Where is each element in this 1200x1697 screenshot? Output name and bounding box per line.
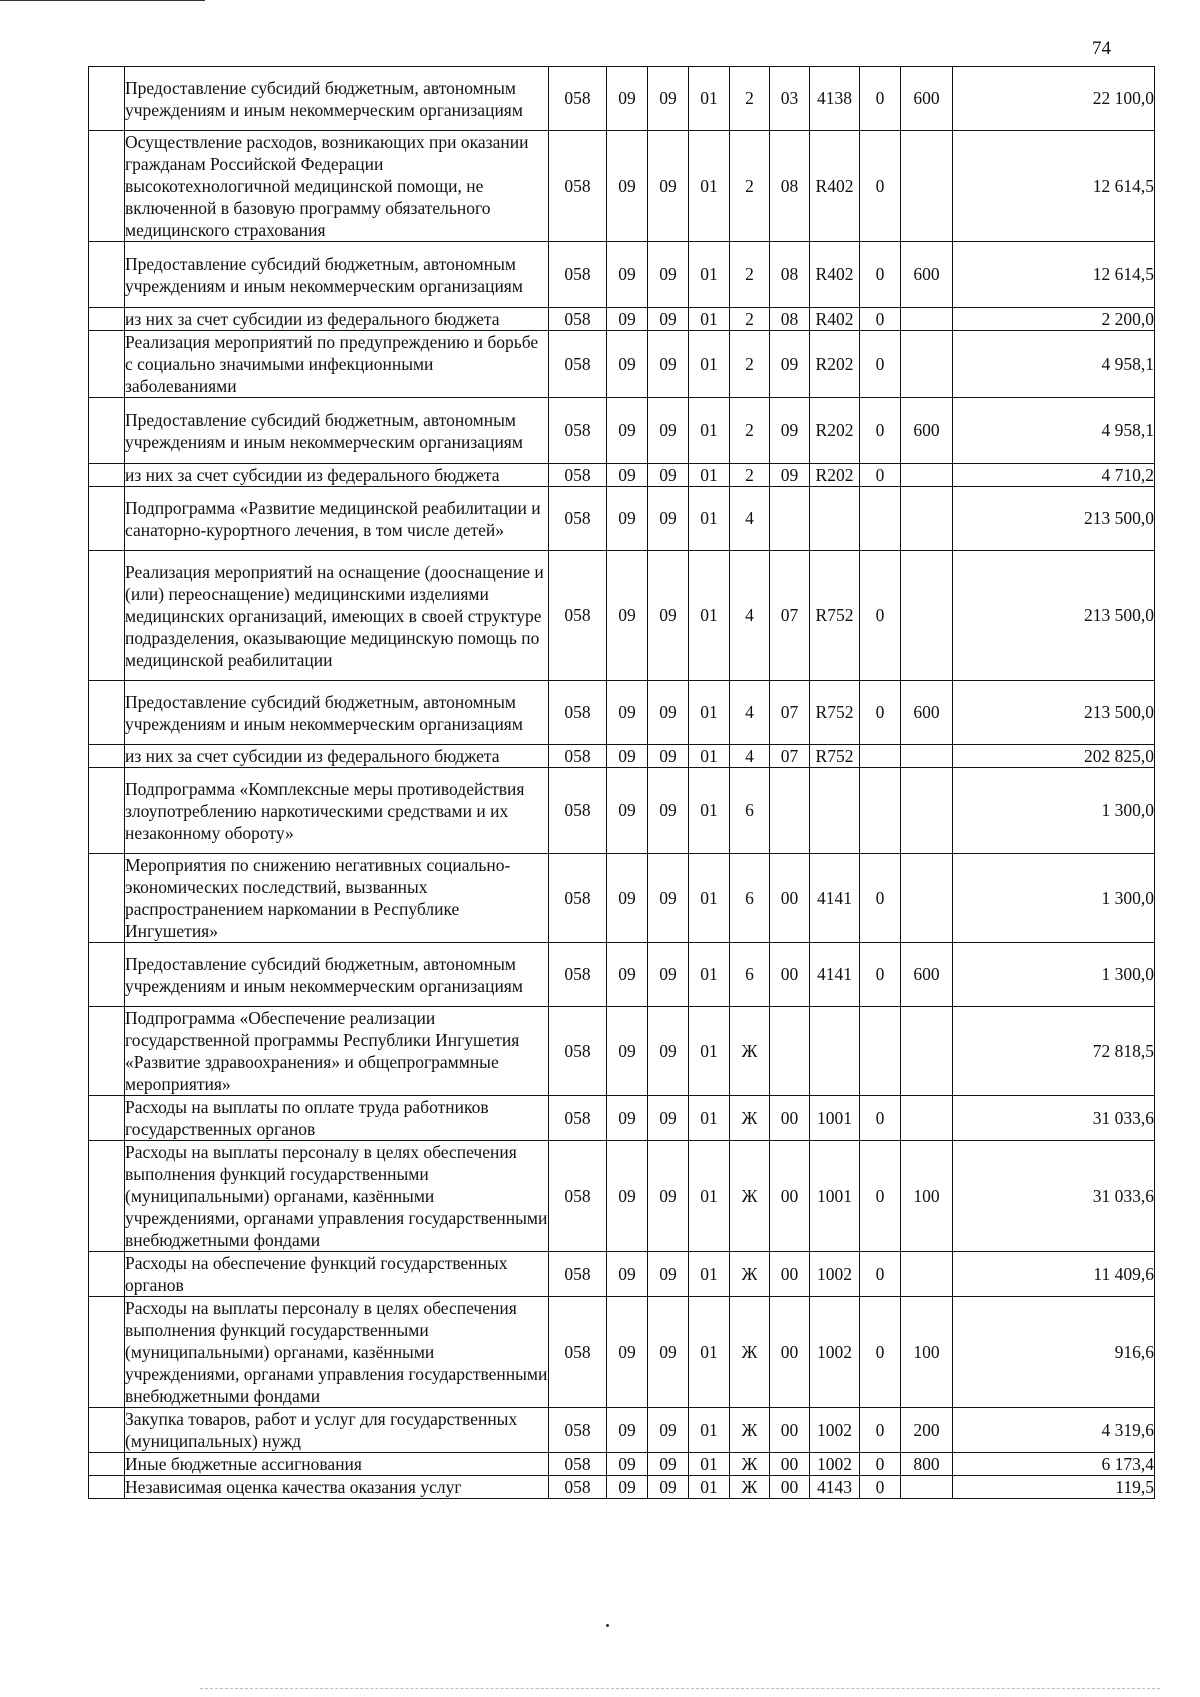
code-cell-c7 xyxy=(810,1007,860,1096)
code-cell-c9: 600 xyxy=(901,67,953,131)
code-cell-c9: 600 xyxy=(901,398,953,464)
code-cell-c1: 058 xyxy=(549,551,607,681)
blank-cell xyxy=(89,131,125,242)
code-cell-c1: 058 xyxy=(549,854,607,943)
code-cell-c7: R752 xyxy=(810,745,860,768)
code-cell-c4: 01 xyxy=(689,681,730,745)
blank-cell xyxy=(89,1476,125,1499)
table-row xyxy=(89,1141,1155,1252)
code-cell-c9: 800 xyxy=(901,1453,953,1476)
code-cell-c5: 4 xyxy=(730,745,770,768)
row-name: Независимая оценка качества оказания услуг xyxy=(125,1476,549,1499)
row-name: Реализация мероприятий на оснащение (дооснащение и (или) переоснащение) медицинскими изделиями медицинских организаций, имеющих в своей структуре подразделения, оказывающие медицинскую помощь по медицинской реабилитации xyxy=(125,551,549,681)
amount-cell: 31 033,6 xyxy=(953,1141,1155,1252)
code-cell-c6: 00 xyxy=(770,854,810,943)
code-cell-c2: 09 xyxy=(607,67,648,131)
code-cell-c7 xyxy=(810,768,860,854)
blank-cell xyxy=(89,67,125,131)
code-cell-c9 xyxy=(901,1252,953,1297)
code-cell-c4: 01 xyxy=(689,1141,730,1252)
code-cell-c4: 01 xyxy=(689,1252,730,1297)
code-cell-c8: 0 xyxy=(860,943,901,1007)
blank-cell xyxy=(89,331,125,398)
amount-cell: 1 300,0 xyxy=(953,768,1155,854)
budget-table xyxy=(88,66,1155,1499)
code-cell-c1: 058 xyxy=(549,768,607,854)
code-cell-c7: R752 xyxy=(810,681,860,745)
blank-cell xyxy=(89,464,125,487)
code-cell-c9 xyxy=(901,131,953,242)
code-cell-c5: Ж xyxy=(730,1408,770,1453)
row-name: Расходы на выплаты персоналу в целях обеспечения выполнения функций государственными (муниципальными) органами, казёнными учреждениями, органами управления государственными внебюджетными фондами xyxy=(125,1142,548,1250)
code-cell-c4: 01 xyxy=(689,67,730,131)
code-cell-c4: 01 xyxy=(689,242,730,308)
code-cell-c6: 03 xyxy=(770,67,810,131)
code-cell-c9: 600 xyxy=(901,242,953,308)
code-cell-c9 xyxy=(901,464,953,487)
code-cell-c4: 01 xyxy=(689,464,730,487)
row-name: Предоставление субсидий бюджетным, автономным учреждениям и иным некоммерческим организациям xyxy=(125,398,549,464)
row-name: из них за счет субсидии из федерального бюджета xyxy=(125,308,549,331)
code-cell-c2: 09 xyxy=(607,551,648,681)
code-cell-c8: 0 xyxy=(860,681,901,745)
code-cell-c3: 09 xyxy=(648,854,689,943)
code-cell-c1: 058 xyxy=(549,1252,607,1297)
code-cell-c3: 09 xyxy=(648,242,689,308)
code-cell-c8: 0 xyxy=(860,1297,901,1408)
code-cell-c3: 09 xyxy=(648,1297,689,1408)
code-cell-c4: 01 xyxy=(689,768,730,854)
table-row xyxy=(89,854,1155,943)
code-cell-c7: 1002 xyxy=(810,1408,860,1453)
code-cell-c7: 1002 xyxy=(810,1252,860,1297)
page-number: 74 xyxy=(1092,38,1111,59)
table-row xyxy=(89,1408,1155,1453)
code-cell-c7: 4141 xyxy=(810,943,860,1007)
code-cell-c3: 09 xyxy=(648,1141,689,1252)
code-cell-c6: 08 xyxy=(770,242,810,308)
code-cell-c5: 2 xyxy=(730,131,770,242)
amount-cell: 6 173,4 xyxy=(953,1453,1155,1476)
code-cell-c6 xyxy=(770,487,810,551)
code-cell-c4: 01 xyxy=(689,1007,730,1096)
table-row xyxy=(89,487,1155,551)
code-cell-c2: 09 xyxy=(607,681,648,745)
code-cell-c4: 01 xyxy=(689,745,730,768)
code-cell-c7: R752 xyxy=(810,551,860,681)
amount-cell: 12 614,5 xyxy=(953,242,1155,308)
code-cell-c8: 0 xyxy=(860,1096,901,1141)
code-cell-c5: Ж xyxy=(730,1007,770,1096)
table-row xyxy=(89,1252,1155,1297)
code-cell-c9: 100 xyxy=(901,1141,953,1252)
row-name: Подпрограмма «Развитие медицинской реабилитации и санаторно-курортного лечения, в том числе детей» xyxy=(125,487,549,551)
code-cell-c3: 09 xyxy=(648,768,689,854)
code-cell-c2: 09 xyxy=(607,1252,648,1297)
amount-cell: 1 300,0 xyxy=(953,854,1155,943)
table-row xyxy=(89,943,1155,1007)
amount-cell: 72 818,5 xyxy=(953,1007,1155,1096)
code-cell-c2: 09 xyxy=(607,1297,648,1408)
code-cell-c3: 09 xyxy=(648,487,689,551)
code-cell-c3: 09 xyxy=(648,745,689,768)
code-cell-c4: 01 xyxy=(689,131,730,242)
code-cell-c8: 0 xyxy=(860,67,901,131)
row-name: из них за счет субсидии из федерального бюджета xyxy=(125,464,549,487)
blank-cell xyxy=(89,768,125,854)
row-name: Иные бюджетные ассигнования xyxy=(125,1453,549,1476)
code-cell-c9 xyxy=(901,745,953,768)
code-cell-c5: 2 xyxy=(730,398,770,464)
code-cell-c2: 09 xyxy=(607,331,648,398)
table-row xyxy=(89,308,1155,331)
blank-cell xyxy=(89,681,125,745)
code-cell-c3: 09 xyxy=(648,331,689,398)
code-cell-c9: 600 xyxy=(901,681,953,745)
code-cell-c8: 0 xyxy=(860,1252,901,1297)
code-cell-c8: 0 xyxy=(860,1141,901,1252)
code-cell-c2: 09 xyxy=(607,1476,648,1499)
blank-cell xyxy=(89,487,125,551)
code-cell-c2: 09 xyxy=(607,1096,648,1141)
code-cell-c8: 0 xyxy=(860,131,901,242)
code-cell-c1: 058 xyxy=(549,745,607,768)
table-row xyxy=(89,398,1155,464)
amount-cell: 202 825,0 xyxy=(953,745,1155,768)
code-cell-c5: 2 xyxy=(730,308,770,331)
code-cell-c3: 09 xyxy=(648,67,689,131)
amount-cell: 4 319,6 xyxy=(953,1408,1155,1453)
blank-cell xyxy=(89,242,125,308)
code-cell-c6: 00 xyxy=(770,943,810,1007)
table-row xyxy=(89,768,1155,854)
code-cell-c7: 4143 xyxy=(810,1476,860,1499)
code-cell-c9: 100 xyxy=(901,1297,953,1408)
code-cell-c7: R202 xyxy=(810,464,860,487)
row-name: Предоставление субсидий бюджетным, автономным учреждениям и иным некоммерческим организациям xyxy=(125,242,549,308)
code-cell-c2: 09 xyxy=(607,131,648,242)
blank-cell xyxy=(89,1252,125,1297)
row-name: Расходы на выплаты по оплате труда работников государственных органов xyxy=(125,1096,549,1141)
code-cell-c1: 058 xyxy=(549,681,607,745)
table-row xyxy=(89,745,1155,768)
code-cell-c9: 600 xyxy=(901,943,953,1007)
row-name: Осуществление расходов, возникающих при оказании гражданам Российской Федерации высокотехнологичной медицинской помощи, не включенной в базовую программу обязательного медицинского страхования xyxy=(125,131,549,242)
code-cell-c7 xyxy=(810,487,860,551)
code-cell-c8: 0 xyxy=(860,398,901,464)
code-cell-c2: 09 xyxy=(607,1408,648,1453)
code-cell-c9 xyxy=(901,1096,953,1141)
code-cell-c2: 09 xyxy=(607,1141,648,1252)
code-cell-c3: 09 xyxy=(648,551,689,681)
code-cell-c9 xyxy=(901,1007,953,1096)
code-cell-c8: 0 xyxy=(860,551,901,681)
table-row xyxy=(89,1007,1155,1096)
blank-cell xyxy=(89,1007,125,1096)
top-edge-line xyxy=(0,0,205,1)
scan-speck xyxy=(606,1624,609,1627)
code-cell-c2: 09 xyxy=(607,745,648,768)
table-row xyxy=(89,1297,1155,1408)
code-cell-c1: 058 xyxy=(549,1096,607,1141)
code-cell-c4: 01 xyxy=(689,331,730,398)
code-cell-c4: 01 xyxy=(689,1476,730,1499)
code-cell-c6: 00 xyxy=(770,1297,810,1408)
amount-cell: 213 500,0 xyxy=(953,487,1155,551)
code-cell-c4: 01 xyxy=(689,1297,730,1408)
amount-cell: 2 200,0 xyxy=(953,308,1155,331)
code-cell-c4: 01 xyxy=(689,1408,730,1453)
code-cell-c5: 6 xyxy=(730,768,770,854)
code-cell-c7: R402 xyxy=(810,308,860,331)
code-cell-c2: 09 xyxy=(607,464,648,487)
code-cell-c5: 6 xyxy=(730,943,770,1007)
code-cell-c2: 09 xyxy=(607,1007,648,1096)
code-cell-c6: 09 xyxy=(770,464,810,487)
code-cell-c2: 09 xyxy=(607,398,648,464)
code-cell-c1: 058 xyxy=(549,308,607,331)
code-cell-c8: 0 xyxy=(860,331,901,398)
blank-cell xyxy=(89,1297,125,1408)
code-cell-c9 xyxy=(901,308,953,331)
code-cell-c8: 0 xyxy=(860,1453,901,1476)
code-cell-c2: 09 xyxy=(607,768,648,854)
blank-cell xyxy=(89,1096,125,1141)
code-cell-c6: 00 xyxy=(770,1476,810,1499)
code-cell-c1: 058 xyxy=(549,1408,607,1453)
blank-cell xyxy=(89,1408,125,1453)
code-cell-c9 xyxy=(901,331,953,398)
code-cell-c5: Ж xyxy=(730,1141,770,1252)
code-cell-c5: 6 xyxy=(730,854,770,943)
table-row xyxy=(89,67,1155,131)
code-cell-c3: 09 xyxy=(648,1476,689,1499)
code-cell-c8 xyxy=(860,768,901,854)
code-cell-c6: 00 xyxy=(770,1453,810,1476)
row-name: Реализация мероприятий по предупреждению и борьбе с социально значимыми инфекционными заболеваниями xyxy=(125,331,549,398)
code-cell-c6 xyxy=(770,768,810,854)
blank-cell xyxy=(89,943,125,1007)
amount-cell: 213 500,0 xyxy=(953,681,1155,745)
code-cell-c8 xyxy=(860,487,901,551)
code-cell-c9 xyxy=(901,551,953,681)
blank-cell xyxy=(89,745,125,768)
code-cell-c3: 09 xyxy=(648,1408,689,1453)
code-cell-c8: 0 xyxy=(860,1476,901,1499)
row-name: Предоставление субсидий бюджетным, автономным учреждениям и иным некоммерческим организациям xyxy=(125,943,549,1007)
amount-cell: 22 100,0 xyxy=(953,67,1155,131)
code-cell-c1: 058 xyxy=(549,1453,607,1476)
code-cell-c5: 4 xyxy=(730,487,770,551)
row-name: Предоставление субсидий бюджетным, автономным учреждениям и иным некоммерческим организациям xyxy=(125,67,549,131)
code-cell-c1: 058 xyxy=(549,1476,607,1499)
table-row xyxy=(89,1096,1155,1141)
row-name: Мероприятия по снижению негативных социально-экономических последствий, вызванных распространением наркомании в Республике Ингушетия» xyxy=(125,854,549,943)
code-cell-c7: 1002 xyxy=(810,1453,860,1476)
code-cell-c3: 09 xyxy=(648,1007,689,1096)
code-cell-c3: 09 xyxy=(648,464,689,487)
code-cell-c5: 2 xyxy=(730,331,770,398)
code-cell-c9 xyxy=(901,854,953,943)
blank-cell xyxy=(89,308,125,331)
code-cell-c6: 00 xyxy=(770,1141,810,1252)
code-cell-c2: 09 xyxy=(607,487,648,551)
code-cell-c5: 2 xyxy=(730,464,770,487)
code-cell-c4: 01 xyxy=(689,854,730,943)
table-row xyxy=(89,1476,1155,1499)
blank-cell xyxy=(89,1141,125,1252)
blank-cell xyxy=(89,398,125,464)
code-cell-c3: 09 xyxy=(648,943,689,1007)
table-body xyxy=(89,67,1155,1499)
amount-cell: 4 958,1 xyxy=(953,398,1155,464)
table-row xyxy=(89,131,1155,242)
row-name: Закупка товаров, работ и услуг для государственных (муниципальных) нужд xyxy=(125,1408,549,1453)
code-cell-c2: 09 xyxy=(607,308,648,331)
code-cell-c4: 01 xyxy=(689,487,730,551)
code-cell-c7: R402 xyxy=(810,131,860,242)
amount-cell: 119,5 xyxy=(953,1476,1155,1499)
code-cell-c1: 058 xyxy=(549,1007,607,1096)
amount-cell: 11 409,6 xyxy=(953,1252,1155,1297)
code-cell-c2: 09 xyxy=(607,1453,648,1476)
table-row xyxy=(89,551,1155,681)
code-cell-c5: 4 xyxy=(730,551,770,681)
amount-cell: 213 500,0 xyxy=(953,551,1155,681)
code-cell-c1: 058 xyxy=(549,1141,607,1252)
code-cell-c6 xyxy=(770,1007,810,1096)
code-cell-c6: 00 xyxy=(770,1408,810,1453)
code-cell-c4: 01 xyxy=(689,943,730,1007)
code-cell-c5: 2 xyxy=(730,242,770,308)
code-cell-c4: 01 xyxy=(689,308,730,331)
table-row xyxy=(89,242,1155,308)
table-row xyxy=(89,331,1155,398)
code-cell-c6: 07 xyxy=(770,551,810,681)
code-cell-c8: 0 xyxy=(860,854,901,943)
code-cell-c8: 0 xyxy=(860,242,901,308)
code-cell-c3: 09 xyxy=(648,131,689,242)
code-cell-c3: 09 xyxy=(648,308,689,331)
code-cell-c5: Ж xyxy=(730,1476,770,1499)
code-cell-c4: 01 xyxy=(689,1453,730,1476)
code-cell-c6: 09 xyxy=(770,331,810,398)
code-cell-c9: 200 xyxy=(901,1408,953,1453)
code-cell-c8 xyxy=(860,745,901,768)
blank-cell xyxy=(89,551,125,681)
code-cell-c6: 00 xyxy=(770,1252,810,1297)
code-cell-c4: 01 xyxy=(689,1096,730,1141)
row-name: из них за счет субсидии из федерального бюджета xyxy=(125,745,549,768)
code-cell-c8 xyxy=(860,1007,901,1096)
code-cell-c5: 2 xyxy=(730,67,770,131)
code-cell-c7: 1001 xyxy=(810,1096,860,1141)
code-cell-c7: R202 xyxy=(810,398,860,464)
row-name: Подпрограмма «Комплексные меры противодействия злоупотреблению наркотическими средствами и их незаконному обороту» xyxy=(125,768,549,854)
code-cell-c8: 0 xyxy=(860,464,901,487)
row-name: Предоставление субсидий бюджетным, автономным учреждениям и иным некоммерческим организациям xyxy=(125,681,549,745)
code-cell-c8: 0 xyxy=(860,308,901,331)
code-cell-c1: 058 xyxy=(549,1297,607,1408)
code-cell-c7: R402 xyxy=(810,242,860,308)
code-cell-c6: 08 xyxy=(770,308,810,331)
row-name: Подпрограмма «Обеспечение реализации государственной программы Республики Ингушетия «Развитие здравоохранения» и общепрограммные мероприятия» xyxy=(125,1007,549,1096)
code-cell-c6: 08 xyxy=(770,131,810,242)
blank-cell xyxy=(89,1453,125,1476)
code-cell-c2: 09 xyxy=(607,854,648,943)
code-cell-c4: 01 xyxy=(689,398,730,464)
amount-cell: 4 958,1 xyxy=(953,331,1155,398)
code-cell-c9 xyxy=(901,1476,953,1499)
table-row xyxy=(89,681,1155,745)
code-cell-c3: 09 xyxy=(648,681,689,745)
code-cell-c3: 09 xyxy=(648,398,689,464)
code-cell-c1: 058 xyxy=(549,464,607,487)
code-cell-c3: 09 xyxy=(648,1453,689,1476)
code-cell-c6: 09 xyxy=(770,398,810,464)
code-cell-c1: 058 xyxy=(549,242,607,308)
code-cell-c7: 1002 xyxy=(810,1297,860,1408)
code-cell-c9 xyxy=(901,487,953,551)
code-cell-c6: 07 xyxy=(770,681,810,745)
table-row xyxy=(89,464,1155,487)
row-name: Расходы на выплаты персоналу в целях обеспечения выполнения функций государственными (муниципальными) органами, казёнными учреждениями, органами управления государственными внебюджетными фондами xyxy=(125,1298,548,1406)
code-cell-c5: Ж xyxy=(730,1252,770,1297)
amount-cell: 916,6 xyxy=(953,1297,1155,1408)
code-cell-c7: 4138 xyxy=(810,67,860,131)
code-cell-c7: 1001 xyxy=(810,1141,860,1252)
code-cell-c1: 058 xyxy=(549,487,607,551)
code-cell-c2: 09 xyxy=(607,242,648,308)
table-row xyxy=(89,1453,1155,1476)
code-cell-c5: Ж xyxy=(730,1096,770,1141)
code-cell-c1: 058 xyxy=(549,131,607,242)
amount-cell: 31 033,6 xyxy=(953,1096,1155,1141)
code-cell-c4: 01 xyxy=(689,551,730,681)
code-cell-c5: Ж xyxy=(730,1297,770,1408)
code-cell-c8: 0 xyxy=(860,1408,901,1453)
code-cell-c7: R202 xyxy=(810,331,860,398)
bottom-edge-line xyxy=(200,1688,1160,1689)
code-cell-c2: 09 xyxy=(607,943,648,1007)
code-cell-c6: 07 xyxy=(770,745,810,768)
code-cell-c1: 058 xyxy=(549,331,607,398)
amount-cell: 12 614,5 xyxy=(953,131,1155,242)
code-cell-c3: 09 xyxy=(648,1252,689,1297)
code-cell-c1: 058 xyxy=(549,67,607,131)
code-cell-c6: 00 xyxy=(770,1096,810,1141)
code-cell-c5: Ж xyxy=(730,1453,770,1476)
code-cell-c5: 4 xyxy=(730,681,770,745)
code-cell-c1: 058 xyxy=(549,398,607,464)
amount-cell: 4 710,2 xyxy=(953,464,1155,487)
code-cell-c7: 4141 xyxy=(810,854,860,943)
blank-cell xyxy=(89,854,125,943)
code-cell-c3: 09 xyxy=(648,1096,689,1141)
code-cell-c9 xyxy=(901,768,953,854)
code-cell-c1: 058 xyxy=(549,943,607,1007)
amount-cell: 1 300,0 xyxy=(953,943,1155,1007)
row-name: Расходы на обеспечение функций государственных органов xyxy=(125,1252,549,1297)
